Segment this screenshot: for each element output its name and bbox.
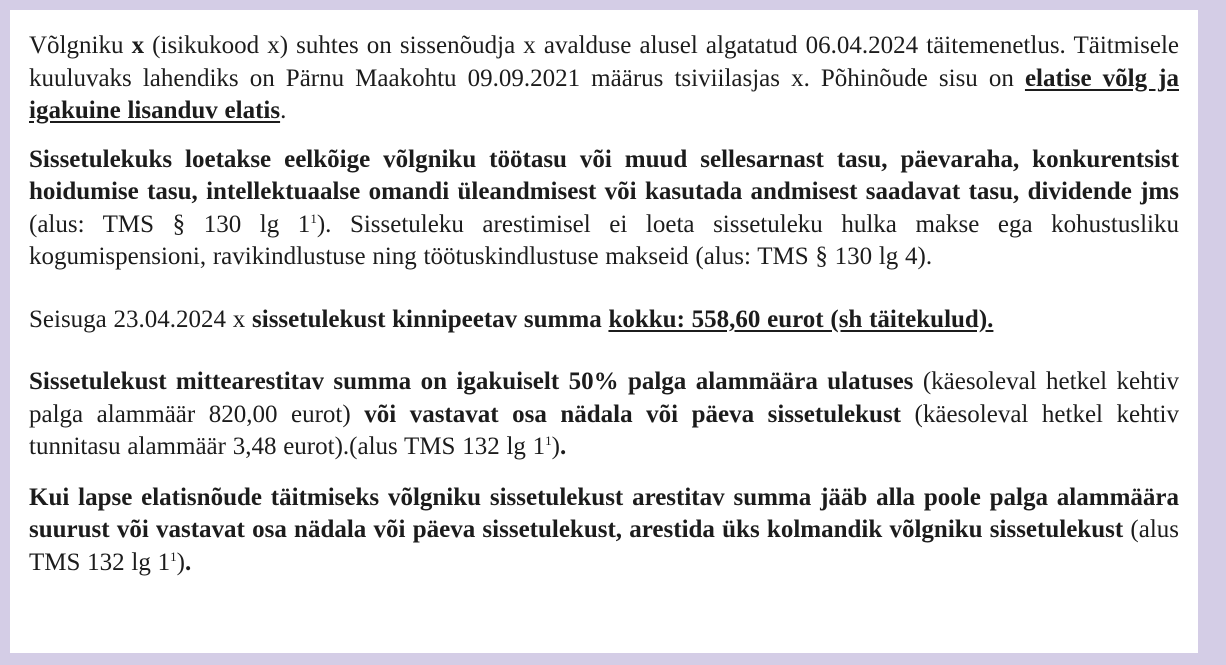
text: ) — [551, 433, 560, 460]
text: ) — [176, 548, 185, 576]
claim-content-underlined: elatise võlg ja — [1024, 64, 1179, 92]
paragraph-income-definition — [29, 144, 1179, 274]
text: (isikukood x) suhtes on sissenõudja x avalduse alusel algatatud 06.04.2024 täitemenetlus. Täitmisele kuuluvaks lahendiks on Pärnu Maakohtu 09.09.2021 määrus tsiviilasjas x. Põhinõude sisu on — [29, 32, 1179, 92]
total-amount: kokku: 558,60 eurot (sh täitekulud). — [608, 305, 994, 333]
text: (alus TMS 132 lg 1 — [29, 516, 1179, 576]
superscript: 1 — [310, 210, 317, 226]
paragraph-non-seizable — [29, 366, 1179, 464]
paragraph-child-support — [29, 482, 1179, 580]
non-seizable-bold: või vastavat osa nädala või päeva sissetulekust — [364, 400, 902, 428]
text: Võlgniku — [29, 32, 132, 59]
text: . — [184, 548, 192, 576]
text: Seisuga 23.04.2024 x — [29, 305, 253, 333]
text: (käesoleval hetkel kehtiv palga alammäär 820,00 eurot) — [29, 368, 1180, 428]
paragraph-proceedings — [29, 30, 1179, 128]
paragraph-total-amount — [29, 304, 1179, 337]
child-support-bold: Kui lapse elatisnõude täitmiseks võlgniku sissetulekust arestitav summa jääb alla poole palga alammäära suurust või vastavat osa nädala või päeva sissetulekust, arestida üks kolmandik võlgniku sissetulekust — [29, 483, 1179, 543]
superscript: 1 — [545, 433, 552, 448]
text: . — [559, 433, 567, 460]
text: (käesoleval hetkel kehtiv tunnitasu alammäär 3,48 eurot).(alus TMS 132 lg 1 — [29, 400, 1179, 460]
income-definition-bold: Sissetulekuks loetakse eelkõige võlgniku töötasu või muud sellesarnast tasu, päevaraha, konkurentsist hoidumise tasu, intellektuaalse omandi üleandmisest või kasutada andmisest saadavat tasu, dividende jms — [29, 145, 1179, 205]
withheld-amount-label: sissetulekust kinnipeetav summa — [252, 305, 609, 333]
non-seizable-bold: Sissetulekust mittearestitav summa on igakuiselt 50% palga alammäära ulatuses — [29, 368, 914, 395]
text: (alus: TMS § 130 lg 1 — [29, 210, 311, 238]
claim-content-underlined: igakuine lisanduv elatis — [29, 97, 281, 124]
text: ). Sissetuleku arestimisel ei loeta sissetuleku hulka makse ega kohustusliku kogumispensioni, ravikindlustuse ning töötuskindlustuse makseid (alus: TMS § 130 lg 4). — [29, 210, 1179, 270]
text: . — [280, 97, 287, 124]
superscript: 1 — [170, 548, 177, 564]
debtor-name: x — [131, 32, 145, 59]
document-page — [10, 10, 1198, 653]
